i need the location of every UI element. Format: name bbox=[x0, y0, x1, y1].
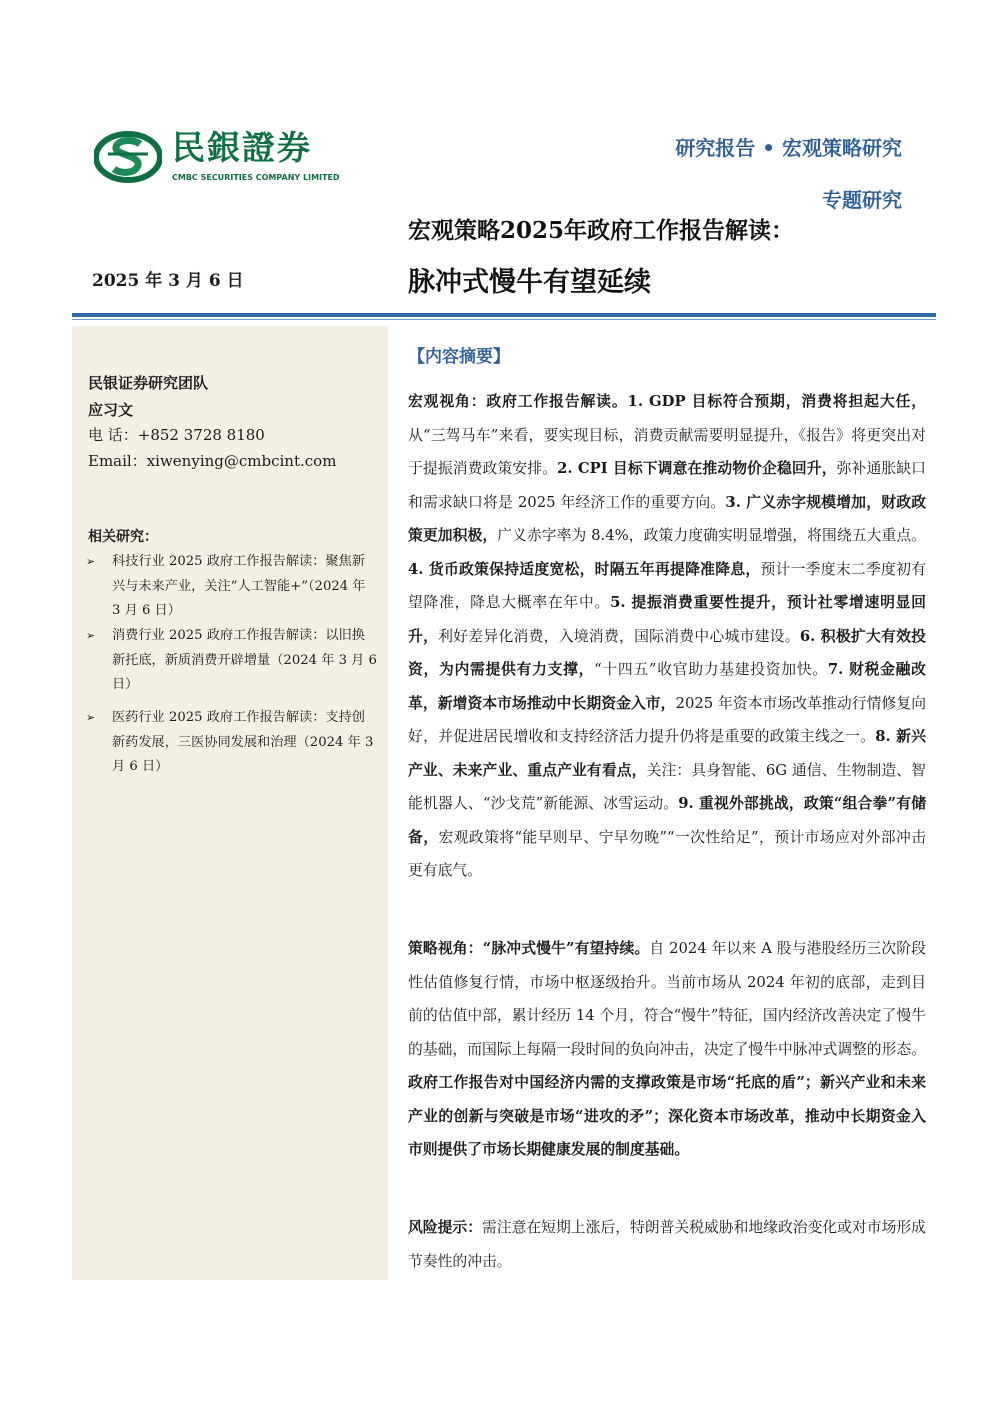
bold-text-segment: 2. CPI 目标下调意在推动物价企稳回升， bbox=[557, 460, 837, 477]
bold-text-segment: 政府工作报告对中国经济内需的支撑政策是市场“托底的盾”；新兴产业和未来产业的创新与突破是市场“进攻的矛”；深化资本市场改革，推动中长期资金入市则提供了市场长期健康发展的制度基础。 bbox=[408, 1074, 926, 1158]
logo-emblem-icon bbox=[94, 130, 162, 184]
related-research-item[interactable] bbox=[86, 706, 378, 780]
arrow-bullet-icon: ➢ bbox=[86, 711, 96, 724]
text-segment: 预计一季度末二季度初有望降准，降息大概率在年中。 bbox=[408, 560, 926, 611]
analyst-email[interactable]: Email：xiwenying@cmbcint.com bbox=[88, 452, 337, 470]
report-title-line1: 宏观策略2025年政府工作报告解读： bbox=[408, 217, 795, 244]
arrow-bullet-icon: ➢ bbox=[86, 629, 96, 642]
bold-text-segment: 风险提示： bbox=[408, 1219, 482, 1236]
text-segment: 2025 年资本市场改革推动行情修复向好，并促进居民增收和支持经济活力提升仍将是重要的政策主线之一。 bbox=[408, 694, 926, 745]
bold-text-segment: 9. 重视外部挑战，政策“组合拳”有储备， bbox=[408, 795, 926, 846]
sidebar bbox=[72, 326, 388, 1280]
abstract-heading: 【内容摘要】 bbox=[408, 347, 510, 367]
related-research-item[interactable] bbox=[86, 624, 378, 698]
text-segment: 自 2024 年以来 A 股与港股经历三次阶段性估值修复行情，市场中枢逐级抬升。当前市场从 2024 年初的底部，走到目前的估值中部，累计经历 14 个月，符合“慢牛”特征，国内经济改善决定了慢牛的基础，而国际上每隔一段时间的负向冲击，决定了慢牛中脉冲式调整的形态。 bbox=[408, 940, 926, 1058]
bold-text-segment: 8. 新兴产业、未来产业、重点产业有看点， bbox=[408, 728, 926, 779]
analyst-name: 应习文 bbox=[88, 401, 134, 419]
bold-text-segment: 3. 广义赤字规模增加，财政政策更加积极， bbox=[408, 493, 926, 544]
company-logo bbox=[94, 126, 344, 188]
header-divider-thick bbox=[72, 313, 936, 317]
abstract-risk-paragraph bbox=[408, 1211, 926, 1278]
bold-text-segment: 7. 财税金融改革，新增资本市场推动中长期资金入市， bbox=[408, 661, 926, 712]
research-team: 民银证券研究团队 bbox=[88, 374, 209, 392]
related-research-text: 科技行业 2025 政府工作报告解读：聚焦新兴与未来产业，关注“人工智能+”（2024 年 3 月 6 日） bbox=[112, 554, 366, 618]
analyst-phone: 电 话：+852 3728 8180 bbox=[88, 426, 265, 444]
logo-chinese-name: 民銀證券 bbox=[172, 128, 312, 167]
text-segment: 利好差异化消费，入境消费，国际消费中心城市建设。 bbox=[438, 627, 800, 645]
logo-english-name: CMBC SECURITIES COMPANY LIMITED bbox=[172, 173, 340, 182]
text-segment: 从“三驾马车”来看，要实现目标，消费贡献需要明显提升，《报告》将更突出对于提振消费政策安排。 bbox=[408, 426, 926, 477]
bold-text-segment: 5. 提振消费重要性提升，预计社零增速明显回升， bbox=[408, 594, 926, 645]
text-segment: 广义赤字率为 8.4%，政策力度确实明显增强，将围绕五大重点。 bbox=[497, 527, 926, 544]
abstract-strategy-paragraph bbox=[408, 932, 926, 1167]
bold-text-segment: 4. 货币政策保持适度宽松，时隔五年再提降准降息， bbox=[408, 560, 761, 578]
related-research-item[interactable] bbox=[86, 550, 378, 624]
related-research-heading: 相关研究： bbox=[88, 529, 158, 545]
text-segment: “十四五”收官助力基建投资加快。 bbox=[594, 661, 828, 678]
report-date: 2025 年 3 月 6 日 bbox=[92, 271, 244, 291]
text-segment: 弥补通胀缺口和需求缺口将是 2025 年经济工作的重要方向。 bbox=[408, 460, 926, 511]
arrow-bullet-icon: ➢ bbox=[86, 555, 96, 568]
bold-text-segment: 策略视角：“脉冲式慢牛”有望持续。 bbox=[408, 940, 650, 957]
bold-text-segment: 6. 积极扩大有效投资，为内需提供有力支撑， bbox=[408, 627, 926, 678]
text-segment: 宏观政策将“能早则早、宁早勿晚”“一次性给足”，预计市场应对外部冲击更有底气。 bbox=[408, 828, 926, 879]
abstract-macro-paragraph bbox=[408, 385, 926, 888]
report-title-line2: 脉冲式慢牛有望延续 bbox=[408, 267, 651, 298]
text-segment: 关注：具身智能、6G 通信、生物制造、智能机器人、“沙戈荒”新能源、冰雪运动。 bbox=[408, 761, 926, 812]
report-subcategory: 专题研究 bbox=[822, 188, 902, 212]
report-category: 研究报告 • 宏观策略研究 bbox=[675, 136, 902, 160]
related-research-text: 医药行业 2025 政府工作报告解读：支持创新药发展，三医协同发展和治理（2024 年 3 月 6 日） bbox=[112, 710, 374, 774]
text-segment: 需注意在短期上涨后，特朗普关税威胁和地缘政治变化或对市场形成节奏性的冲击。 bbox=[408, 1219, 926, 1270]
header-divider-thin bbox=[72, 319, 936, 320]
bold-text-segment: 宏观视角：政府工作报告解读。1. GDP 目标符合预期，消费将担起大任， bbox=[408, 393, 926, 410]
related-research-text: 消费行业 2025 政府工作报告解读：以旧换新托底，新质消费开辟增量（2024 年 3 月 6 日） bbox=[112, 628, 377, 692]
